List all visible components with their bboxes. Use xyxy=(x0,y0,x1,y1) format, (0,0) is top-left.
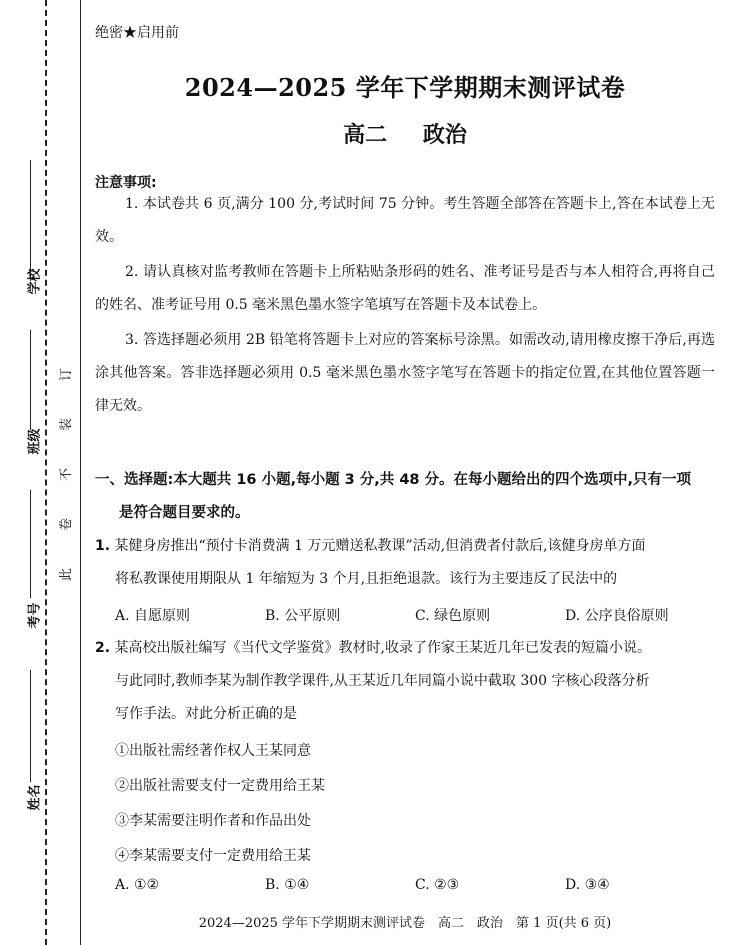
option-d: D. 公序良俗原则 xyxy=(565,608,669,624)
subject-label: 政治 xyxy=(422,122,467,148)
exam-subtitle xyxy=(95,118,715,149)
statement-2: ②出版社需要支付一定费用给王某 xyxy=(115,778,325,794)
option-b: B. 公平原则 xyxy=(265,608,341,624)
notice-item: 2. 请认真核对监考教师在答题卡上所粘贴条形码的姓名、准考证号是否与本人相符合,再将自己的姓名、准考证号用 0.5 毫米黑色墨水签字笔填写在答题卡及本试卷上。 xyxy=(95,264,715,313)
seal-char: 装 xyxy=(59,417,75,432)
exam-number-label: 考号 xyxy=(27,602,43,629)
page-footer: 2024—2025 学年下学期期末测评试卷 高二 政治 第 1 页(共 6 页) xyxy=(198,916,612,931)
seal-char: 卷 xyxy=(59,517,75,532)
section-heading xyxy=(95,464,715,530)
class-label: 班级 xyxy=(27,428,43,455)
school-label: 学校 xyxy=(27,268,43,295)
question-text: 某高校出版社编写《当代文学鉴赏》教材时,收录了作家王某近几年已发表的短篇小说。 xyxy=(114,640,651,656)
option-c: C. ②③ xyxy=(415,877,460,893)
exam-number-blank-line xyxy=(30,490,31,598)
statement-3: ③李某需要注明作者和作品出处 xyxy=(115,813,311,829)
question-number: 1. xyxy=(95,538,111,554)
option-c: C. 绿色原则 xyxy=(415,608,491,624)
binding-solid-line xyxy=(80,0,81,945)
grade-label: 高二 xyxy=(343,122,388,148)
question-text: 将私教课使用期限从 1 年缩短为 3 个月,且拒绝退款。该行为主要违反了民法中的 xyxy=(115,571,618,587)
section-heading-line: 是符合题目要求的。 xyxy=(119,505,250,521)
question-number: 2. xyxy=(95,640,111,656)
school-blank-line xyxy=(30,160,31,278)
exam-title: 2024—2025 学年下学期期末测评试卷 xyxy=(184,73,626,102)
question-text: 某健身房推出“预付卡消费满 1 万元赠送私教课”活动,但消费者付款后,该健身房单方面 xyxy=(114,538,646,554)
name-label: 姓名 xyxy=(27,784,43,811)
seal-char: 此 xyxy=(59,567,75,582)
question-text: 写作手法。对此分析正确的是 xyxy=(115,706,297,722)
name-blank-line xyxy=(30,670,31,782)
question-text: 与此同时,教师李某为制作教学课件,从王某近几年同篇小说中截取 300 字核心段落分析 xyxy=(115,673,650,689)
notice-item: 1. 本试卷共 6 页,满分 100 分,考试时间 75 分钟。考生答题全部答在答题卡上,答在本试卷上无效。 xyxy=(95,196,715,245)
seal-char: 订 xyxy=(59,367,75,382)
question-2-options xyxy=(115,877,715,893)
option-b: B. ①④ xyxy=(265,877,310,893)
option-a: A. ①② xyxy=(115,877,160,893)
option-a: A. 自愿原则 xyxy=(115,608,191,624)
question-1 xyxy=(95,530,715,596)
statement-4: ④李某需要支付一定费用给王某 xyxy=(115,848,311,864)
secret-mark: 绝密★启用前 xyxy=(95,25,179,41)
class-blank-line xyxy=(30,330,31,430)
notice-item: 3. 答选择题必须用 2B 铅笔将答题卡上对应的答案标号涂黑。如需改动,请用橡皮擦干净后,再选涂其他答案。答非选择题必须用 0.5 毫米黑色墨水签字笔写在答题卡的指定位置,在其他位置答题一律无效。 xyxy=(95,332,715,414)
statement-1: ①出版社需经著作权人王某同意 xyxy=(115,743,311,759)
notice-heading: 注意事项: xyxy=(95,175,157,191)
section-heading-line: 一、选择题:本大题共 16 小题,每小题 3 分,共 48 分。在每小题给出的四个选项中,只有一项 xyxy=(95,472,692,488)
question-1-options xyxy=(115,605,715,625)
option-d: D. ③④ xyxy=(565,877,610,893)
question-2 xyxy=(95,632,715,731)
binding-dashed-line xyxy=(45,0,47,945)
seal-char: 不 xyxy=(59,467,75,482)
